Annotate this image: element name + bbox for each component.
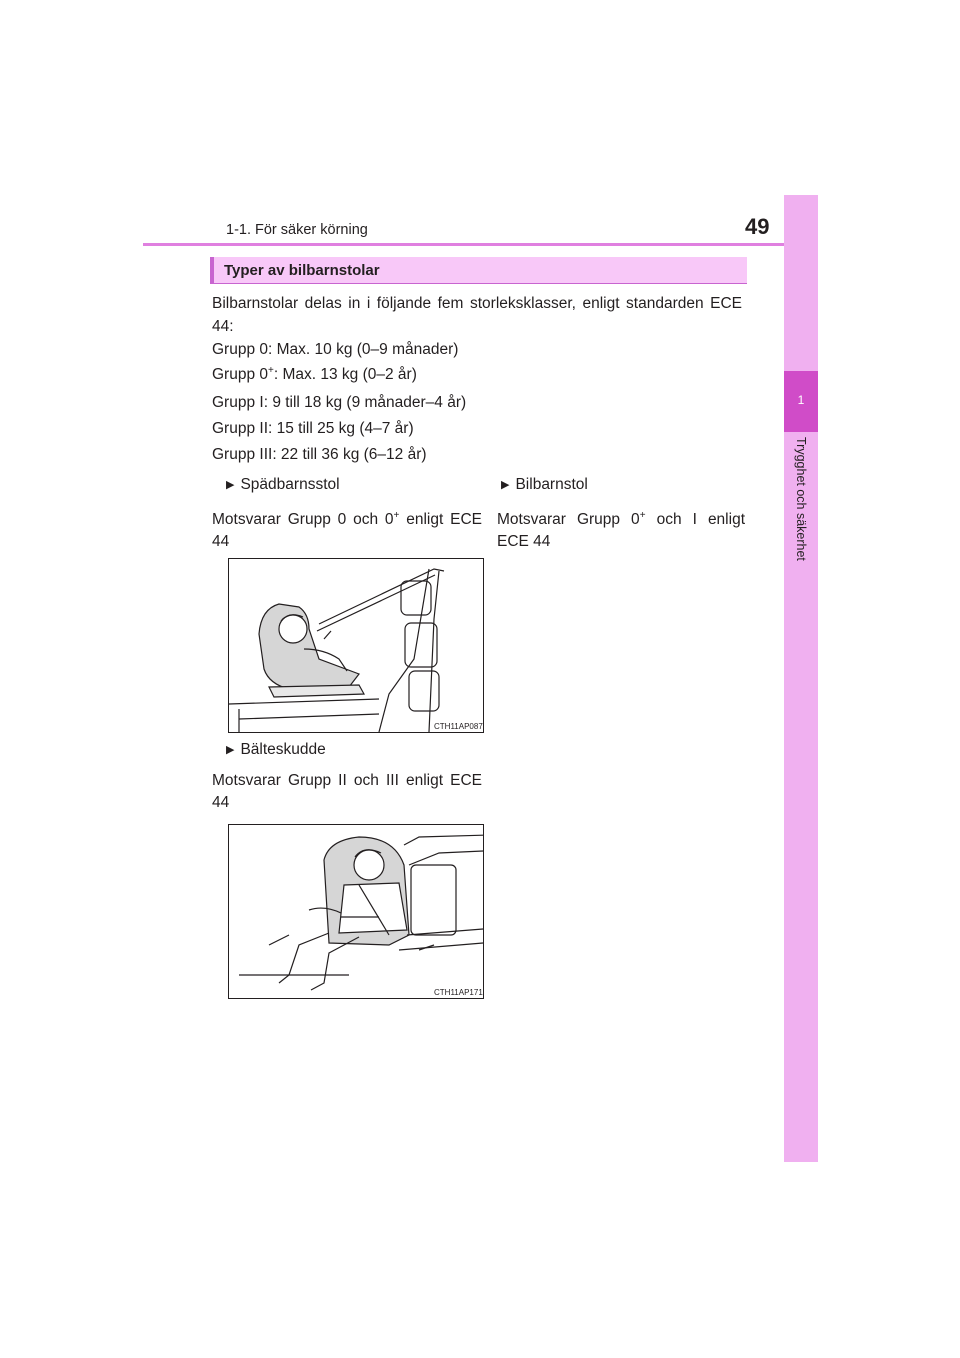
chapter-title: Trygghet och säkerhet xyxy=(794,437,808,561)
box-heading: Typer av bilbarnstolar xyxy=(224,262,380,279)
chapter-number: 1 xyxy=(797,393,805,407)
group-line-0: Grupp 0: Max. 10 kg (0–9 månader) xyxy=(212,341,459,358)
booster-seat-illustration xyxy=(228,824,484,999)
triangle-bullet-icon: ▶ xyxy=(501,479,510,491)
side-tab-upper xyxy=(784,195,818,371)
group-line-3: Grupp III: 22 till 36 kg (6–12 år) xyxy=(212,446,427,463)
child-seat-heading: ▶ Bilbarnstol xyxy=(501,476,588,493)
child-seat-description: Motsvarar Grupp 0+ och I enligt ECE 44 xyxy=(497,510,745,551)
group-line-2: Grupp II: 15 till 25 kg (4–7 år) xyxy=(212,420,414,437)
booster-seat-drawing xyxy=(229,825,483,998)
infant-figure-code: CTH11AP087 xyxy=(434,722,483,731)
booster-description: Motsvarar Grupp II och III enligt ECE 44 xyxy=(212,772,482,811)
page-number: 49 xyxy=(745,214,770,239)
header-rule xyxy=(143,243,818,246)
group-line-0-plus: Grupp 0+: Max. 13 kg (0–2 år) xyxy=(212,365,417,384)
group-line-1: Grupp I: 9 till 18 kg (9 månader–4 år) xyxy=(212,394,467,411)
infant-seat-heading: ▶ Spädbarnsstol xyxy=(226,476,340,493)
infant-seat-description: Motsvarar Grupp 0 och 0+ enligt ECE 44 xyxy=(212,510,482,551)
booster-heading: ▶ Bälteskudde xyxy=(226,741,326,758)
intro-paragraph: Bilbarnstolar delas in i följande fem storleksklasser, enligt standarden ECE 44: xyxy=(212,295,742,335)
infant-seat-drawing xyxy=(229,559,483,732)
triangle-bullet-icon: ▶ xyxy=(226,479,235,491)
booster-figure-code: CTH11AP171 xyxy=(434,988,483,997)
section-title: 1-1. För säker körning xyxy=(226,222,368,238)
triangle-bullet-icon: ▶ xyxy=(226,744,235,756)
infant-seat-illustration xyxy=(228,558,484,733)
